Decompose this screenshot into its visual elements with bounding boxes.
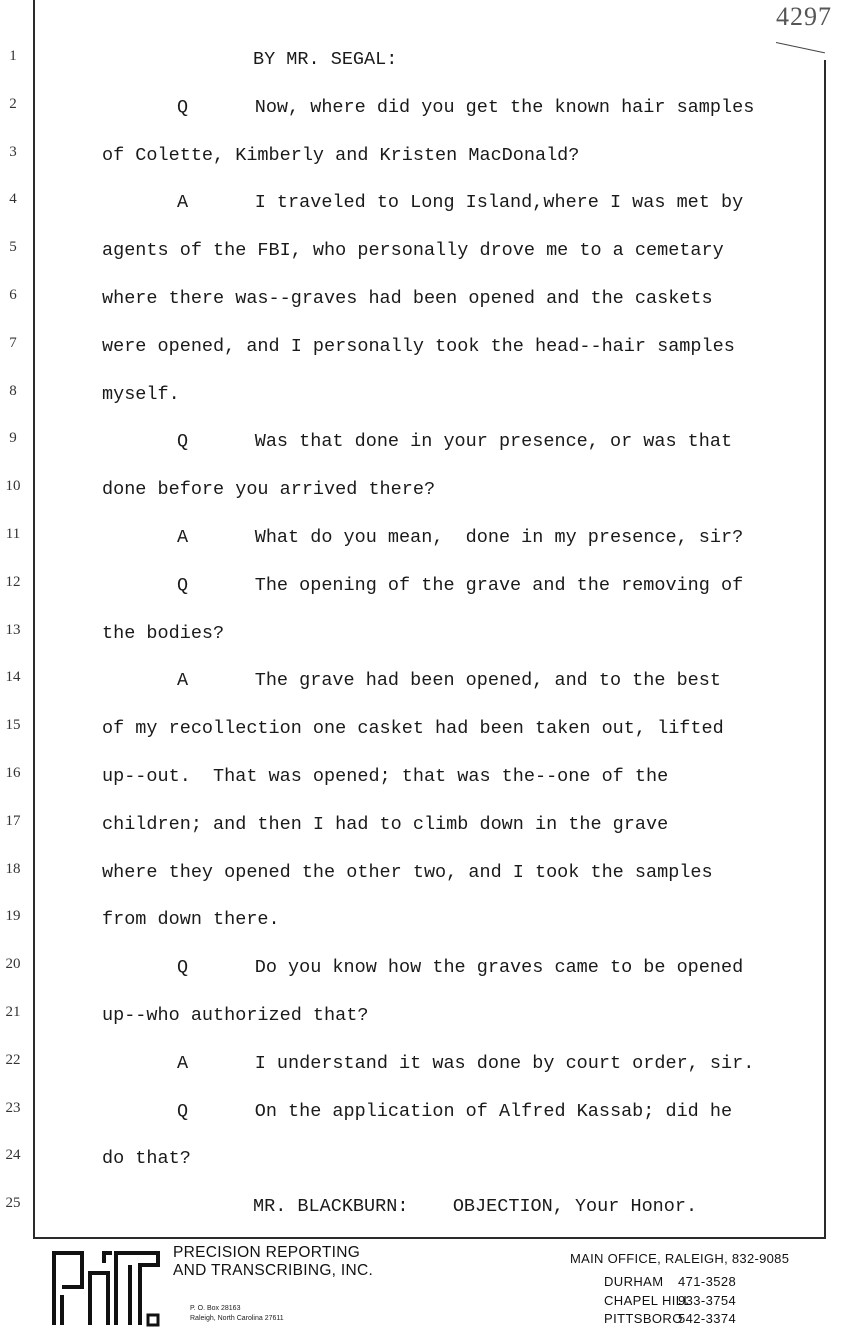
line-number: 21 [5, 1004, 21, 1020]
line-number: 17 [5, 812, 21, 829]
transcript-line: Q Now, where did you get the known hair samples [177, 96, 755, 118]
company-name-line1: PRECISION REPORTING [173, 1244, 361, 1261]
transcript-line: A I understand it was done by court order, sir. [177, 1052, 755, 1074]
transcript-line: were opened, and I personally took the head--hair samples [102, 335, 735, 357]
line-number: 10 [5, 478, 21, 495]
line-number: 2 [9, 95, 17, 112]
line-number: 16 [5, 765, 21, 781]
line-number: 5 [9, 239, 17, 256]
line-number: 20 [5, 956, 21, 973]
office-name-chapel-hill: CHAPEL HILL [604, 1293, 692, 1308]
transcript-line: up--who authorized that? [102, 1005, 369, 1026]
line-number: 18 [5, 860, 21, 877]
transcript-line: done before you arrived there? [102, 479, 436, 501]
office-phone-pittsboro: 542-3374 [678, 1311, 737, 1326]
transcript-line: children; and then I had to climb down in the grave [102, 813, 669, 835]
transcript-line: of my recollection one casket had been taken out, lifted [102, 718, 724, 740]
line-number: 11 [5, 526, 21, 542]
address-line1: P. O. Box 28163 [190, 1305, 241, 1312]
transcript-line: agents of the FBI, who personally drove me to a cemetary [102, 240, 724, 262]
line-number: 6 [9, 287, 17, 303]
main-office: MAIN OFFICE, RALEIGH, 832-9085 [570, 1251, 790, 1266]
office-name-pittsboro: PITTSBORO [604, 1311, 683, 1326]
line-number: 12 [5, 573, 21, 590]
line-number: 3 [9, 143, 17, 160]
line-number: 4 [9, 191, 17, 208]
line-number: 9 [9, 430, 17, 447]
line-number: 8 [9, 382, 17, 399]
transcript-line: up--out. That was opened; that was the--one of the [102, 766, 669, 787]
line-number: 22 [5, 1051, 21, 1068]
transcript-line: Q On the application of Alfred Kassab; did he [177, 1100, 733, 1122]
transcript-line: MR. BLACKBURN: OBJECTION, Your Honor. [253, 1196, 698, 1218]
line-number: 24 [5, 1147, 21, 1164]
line-number: 7 [9, 334, 17, 351]
line-number: 25 [5, 1195, 21, 1212]
stamp-underline [776, 42, 825, 53]
address-line2: Raleigh, North Carolina 27611 [190, 1315, 284, 1322]
transcript-line: A I traveled to Long Island,where I was met by [177, 192, 744, 214]
transcript-line: myself. [102, 383, 180, 405]
page-number-stamp: 4297 [776, 2, 832, 31]
transcript-line: do that? [102, 1148, 191, 1170]
office-phone-durham: 471-3528 [678, 1274, 737, 1289]
transcript-line: the bodies? [102, 622, 225, 644]
office-name-durham: DURHAM [604, 1274, 664, 1289]
transcript-line: Q The opening of the grave and the removing of [177, 574, 744, 596]
line-number: 1 [9, 48, 17, 64]
transcript-line: A What do you mean, done in my presence, sir? [177, 527, 744, 548]
right-margin-rule [824, 60, 826, 1238]
line-number: 19 [5, 908, 21, 925]
pt-logo-icon [46, 1245, 166, 1331]
transcript-line: where there was--graves had been opened and the caskets [102, 288, 713, 309]
transcript-line: where they opened the other two, and I took the samples [102, 861, 713, 883]
company-name-line2: AND TRANSCRIBING, INC. [173, 1262, 374, 1279]
transcript-line: from down there. [102, 909, 280, 931]
transcript-line: Q Do you know how the graves came to be opened [177, 957, 744, 979]
transcript-line: Q Was that done in your presence, or was that [177, 431, 733, 453]
left-margin-rule [33, 0, 35, 1238]
transcript-line: A The grave had been opened, and to the best [177, 670, 721, 692]
transcript-line: BY MR. SEGAL: [253, 49, 398, 70]
office-phone-chapel-hill: 933-3754 [678, 1293, 737, 1308]
line-number: 23 [5, 1099, 21, 1116]
line-number: 14 [5, 669, 21, 686]
line-number: 15 [5, 717, 21, 734]
line-number: 13 [5, 621, 21, 638]
transcript-line: of Colette, Kimberly and Kristen MacDonald? [102, 144, 580, 166]
bottom-rule [33, 1237, 826, 1239]
